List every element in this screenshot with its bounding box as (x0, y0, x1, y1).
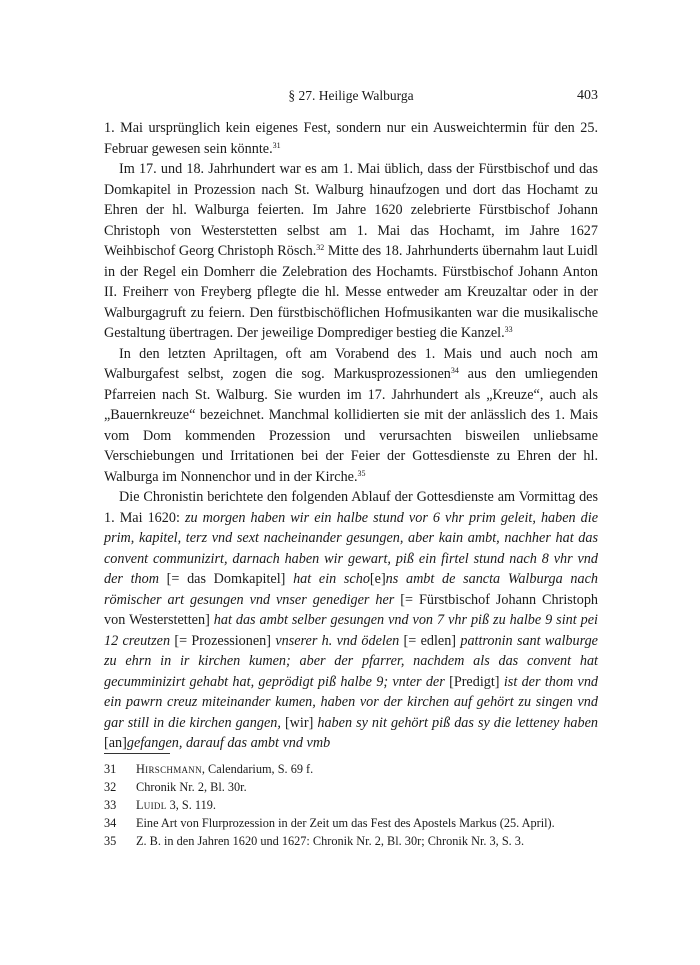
footnote (104, 832, 598, 850)
quotation-segment: pattronin sant walburge zu ehrn in ir kirchen kumen; aber der pfarrer, nachdem als das convent hat gecumminizirt gehabt hat, geprödigt piß halbe 9; vnter der (104, 632, 598, 690)
text-segment: In den letzten Apriltagen, oft am Vorabend des 1. Mais und auch noch am Walburgafest selbst, zogen die sog. Markusprozessionen (104, 345, 598, 382)
text-segment: Im 17. und 18. Jahrhundert war es am 1. Mai üblich, dass der Fürstbischof und das Domkapitel in Prozession nach St. Walburg hinaufzogen und dort das Hochamt zu Ehren der hl. Walburga feierten. Im Jahre 1620 zelebrierte Fürstbischof Johann Christoph von Westerstetten selbst am 1. Mai das Hochamt, im Jahre 1627 Weihbischof Georg Christoph Rösch. (104, 161, 598, 259)
footnote-number: 34 (104, 816, 117, 830)
footnote (104, 778, 598, 796)
editorial-insertion: [= das Domkapitel] (158, 571, 294, 587)
footnote-ref-35: 35 (357, 468, 366, 478)
quotation-segment: hat ein scho (293, 571, 370, 587)
footnote-text: Eine Art von Flurprozession in der Zeit um das Fest des Apostels Markus (25. April). (136, 816, 555, 830)
footnote-number: 31 (104, 762, 117, 776)
editorial-insertion: [= Prozessionen] (170, 632, 276, 649)
editorial-insertion: [Predigt] (444, 673, 504, 690)
footnote-number: 35 (104, 834, 117, 848)
footnote-ref-34: 34 (450, 366, 459, 375)
quotation-segment: vnserer h. vnd ödelen (275, 632, 400, 649)
editorial-insertion: [e] (369, 571, 386, 587)
quotation-segment: ns ambt de sancta Walburga nach römischer art gesungen vnd vnser genediger her (104, 571, 599, 608)
footnote-text: Chronik Nr. 2, Bl. 30r. (136, 780, 247, 794)
footnote-text: , Calendarium, S. 69 f. (201, 762, 314, 776)
page-header (104, 88, 598, 108)
footnote-ref-33: 33 (504, 325, 513, 334)
editorial-insertion: [= edlen] (399, 632, 461, 649)
page-number: 403 (577, 88, 598, 103)
running-title: § 27. Heilige Walburga (288, 88, 414, 103)
footnotes (104, 760, 598, 850)
editorial-insertion: [an] (104, 735, 127, 751)
editorial-insertion: [wir] (280, 714, 318, 731)
footnote-ref-32: 32 (316, 243, 325, 252)
footnote-number: 33 (104, 798, 117, 812)
footnote-ref-31: 31 (272, 140, 281, 150)
footnote-number: 32 (104, 780, 117, 794)
paragraph-3 (104, 344, 598, 488)
main-text (104, 118, 598, 754)
text-segment: Die Chronistin berichtete den folgenden Ablauf der Gottesdienste am Vormittag des 1. Mai 1620: (104, 489, 598, 526)
footnote-text: Z. B. in den Jahren 1620 und 1627: Chronik Nr. 2, Bl. 30r; Chronik Nr. 3, S. 3. (136, 834, 525, 848)
footnote-text: 3, S. 119. (166, 798, 216, 812)
author-name: Hirschmann (136, 762, 202, 776)
editorial-insertion: [= Fürstbischof Johann Christoph von Westerstetten] (104, 591, 599, 628)
quotation-segment: zu morgen haben wir ein halbe stund vor 6 vhr prim geleit, haben die prim, kapitel, terz vnd sext nacheinander gesungen, aber kain ambt, nachher hat das convent communizirt, darnach haben wir gewart, piß ein firtel stund nach 8 vhr vnd der thom (104, 509, 599, 587)
paragraph-1 (104, 118, 598, 159)
paragraph-4 (104, 487, 598, 754)
text-segment: Mitte des 18. Jahrhunderts übernahm laut Luidl in der Regel ein Domherr die Zelebration des Hochamts. Fürstbischof Johann Anton II. Freiherr von Freyberg pflegte die hl. Messe entweder am Kreuzaltar oder in der Walburgagruft zu feiern. Den fürstbischöflichen Hofmusikanten war die musikalische Gestaltung übertragen. Der jeweilige Domprediger bestieg die Kanzel. (104, 243, 598, 341)
footnote-divider (104, 753, 170, 754)
quotation-segment: hat das ambt selber gesungen vnd von 7 vhr piß zu halbe 9 sint pei 12 creutzen (104, 612, 598, 649)
quotation-segment: haben sy nit gehört piß das sy die letteney haben (317, 714, 598, 731)
text-segment: aus den umliegenden Pfarreien nach St. Walburg. Sie wurden im 17. Jahrhundert als „Kreuze“, auch als „Bauernkreuze“ bezeichnet. Manchmal kollidierten sie mit der anlässlich des 1. Mais vom Dom kommenden Prozession und verursachten bisweilen unliebsame Verschiebungen und Irritationen bei der Feier der Gottesdienste zu Ehren der hl. Walburga im Nonnenchor und in der Kirche. (104, 366, 598, 485)
quotation-segment: ist der thom vnd ein pawrn creuz miteinander kumen, haben vor der kirchen auf gehört zu singen vnd gar still in die kirchen gangen, (104, 673, 599, 731)
quotation-segment: gefangen, darauf das ambt vnd vmb (126, 735, 331, 751)
footnote (104, 796, 598, 814)
paragraph-2 (104, 159, 598, 344)
author-name: Luidl (136, 798, 167, 812)
footnote (104, 760, 598, 778)
footnote (104, 814, 598, 832)
text-segment: 1. Mai ursprünglich kein eigenes Fest, sondern nur ein Ausweichtermin für den 25. Februar gewesen sein könnte. (104, 120, 598, 157)
